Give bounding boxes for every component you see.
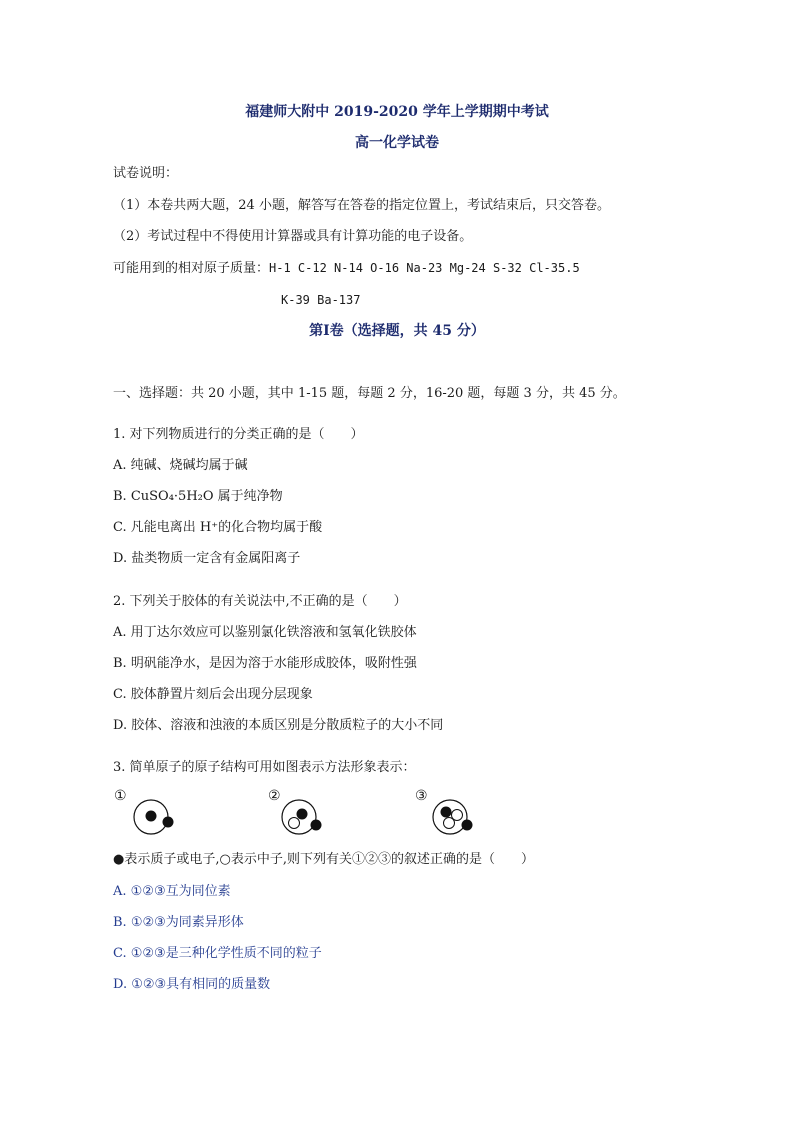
atomic-mass-row (113, 260, 580, 277)
exam-title: 福建师大附中 2019-2020 学年上学期期中考试 (245, 104, 549, 120)
atom-2-electron (311, 820, 322, 831)
section-title: 第Ⅰ卷（选择题，共 45 分） (309, 323, 485, 339)
atom-3-diagram (432, 798, 480, 838)
atom-2-proton (297, 809, 308, 820)
question-1-stem: 1. 对下列物质进行的分类正确的是（ ） (113, 427, 364, 442)
atom-3-electron (462, 820, 473, 831)
atomic-mass-label: 可能用到的相对原子质量： (113, 261, 270, 276)
question-3-option-b[interactable]: B. ①②③为同素异形体 (113, 915, 244, 930)
atom-2-label: ② (268, 788, 281, 804)
section-description: 一、选择题：共 20 小题，其中 1-15 题，每题 2 分，16-20 题，每题 3 分，共 45 分。 (113, 386, 626, 401)
atom-3-label: ③ (415, 788, 428, 804)
atomic-mass-values-2: K-39 Ba-137 (281, 293, 361, 307)
question-2-option-a[interactable]: A. 用丁达尔效应可以鉴别氯化铁溶液和氢氧化铁胶体 (113, 625, 417, 640)
question-3-option-d[interactable]: D. ①②③具有相同的质量数 (113, 977, 271, 992)
instruction-item-1: （1）本卷共两大题，24 小题，解答写在答卷的指定位置上，考试结束后，只交答卷。 (113, 198, 610, 213)
instructions-heading: 试卷说明： (113, 166, 179, 181)
question-2-stem: 2. 下列关于胶体的有关说法中,不正确的是（ ） (113, 594, 407, 609)
atom-2-diagram (281, 798, 329, 838)
atom-2-neutron (289, 818, 300, 829)
atomic-mass-values-1: H-1 C-12 N-14 O-16 Na-23 Mg-24 S-32 Cl-35.5 (269, 261, 580, 275)
question-3-stem: 3. 简单原子的原子结构可用如图表示方法形象表示： (113, 760, 416, 775)
question-3-legend: ●表示质子或电子,○表示中子,则下列有关①②③的叙述正确的是（ ） (113, 852, 534, 867)
question-2-option-b[interactable]: B. 明矾能净水，是因为溶于水能形成胶体，吸附性强 (113, 656, 417, 671)
atom-3-proton (441, 807, 452, 818)
atom-1-electron (163, 817, 174, 828)
question-1-option-c[interactable]: C. 凡能电离出 H⁺的化合物均属于酸 (113, 520, 323, 535)
question-1-option-a[interactable]: A. 纯碱、烧碱均属于碱 (113, 458, 248, 473)
atom-1-diagram (133, 798, 181, 838)
instruction-item-2: （2）考试过程中不得使用计算器或具有计算功能的电子设备。 (113, 229, 473, 244)
atom-3-neutron-2 (444, 818, 455, 829)
question-1-option-d[interactable]: D. 盐类物质一定含有金属阳离子 (113, 551, 301, 566)
question-2-option-c[interactable]: C. 胶体静置片刻后会出现分层现象 (113, 687, 313, 702)
atom-1-proton (146, 811, 157, 822)
question-1-option-b[interactable]: B. CuSO₄·5H₂O 属于纯净物 (113, 489, 283, 504)
atom-1-label: ① (114, 788, 127, 804)
exam-subtitle: 高一化学试卷 (355, 135, 439, 151)
question-3-option-a[interactable]: A. ①②③互为同位素 (113, 884, 231, 899)
question-3-option-c[interactable]: C. ①②③是三种化学性质不同的粒子 (113, 946, 322, 961)
question-2-option-d[interactable]: D. 胶体、溶液和浊液的本质区别是分散质粒子的大小不同 (113, 718, 444, 733)
